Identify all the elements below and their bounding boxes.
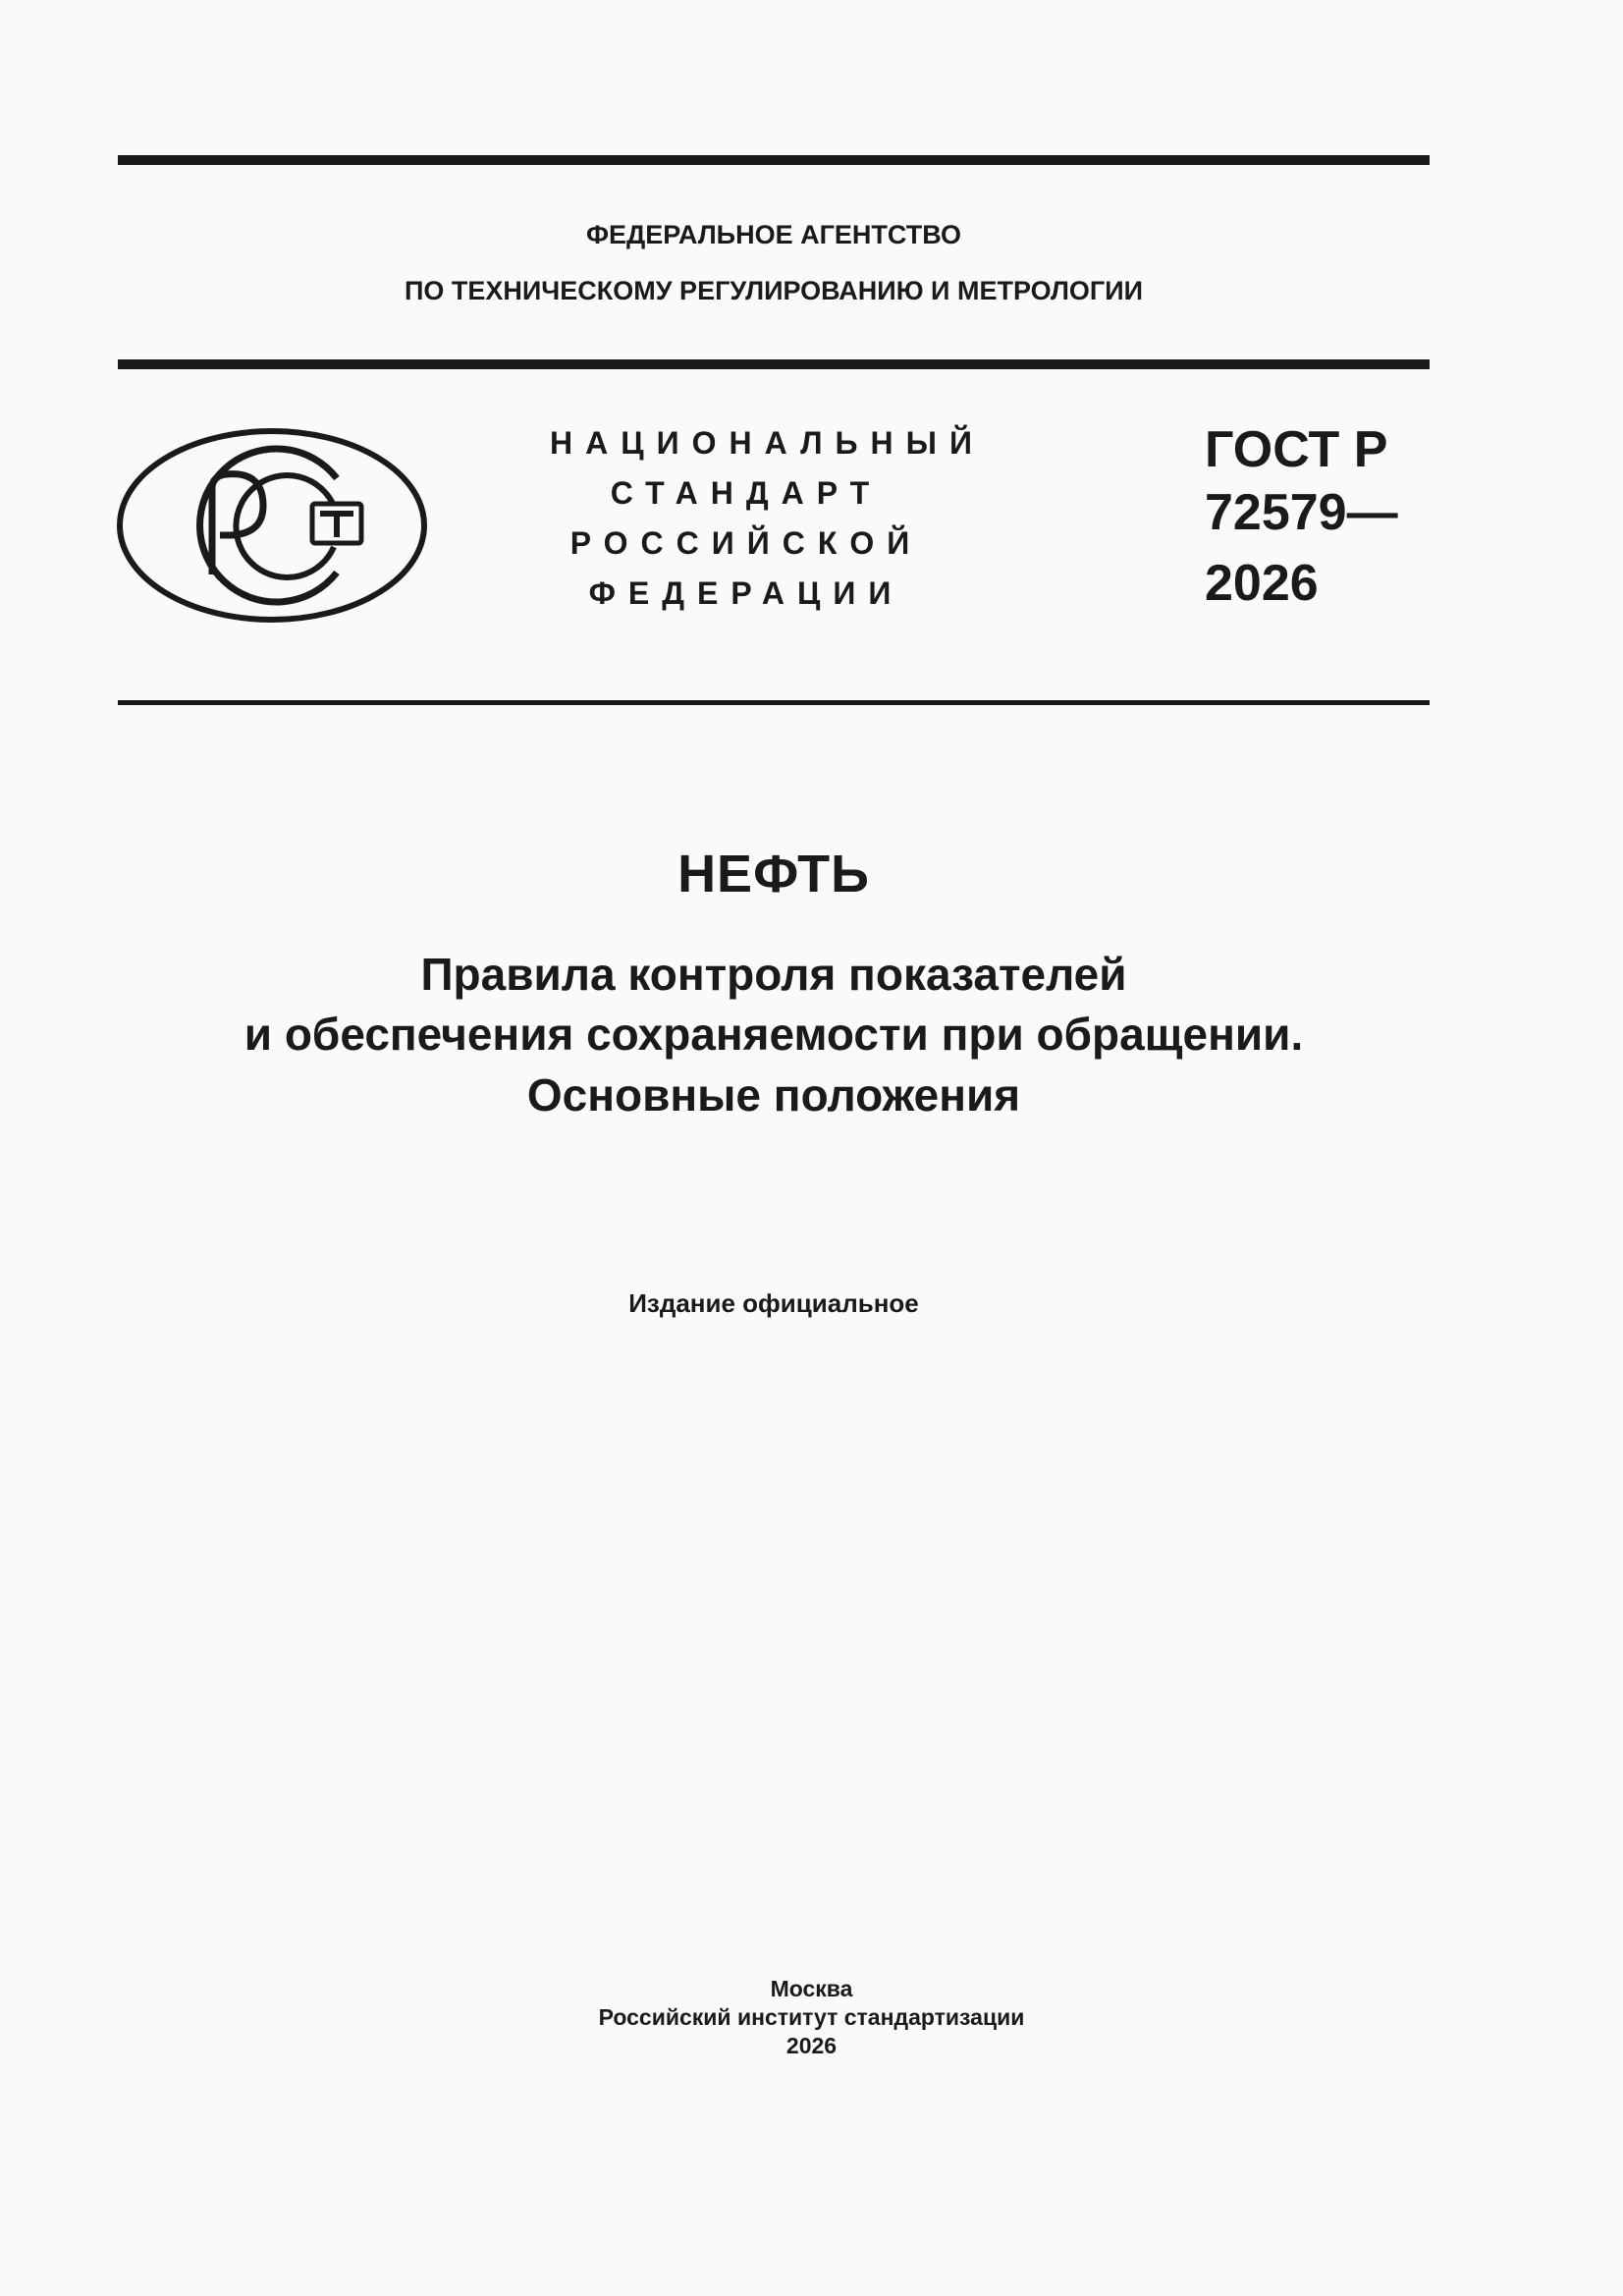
agency-name-line-1: ФЕДЕРАЛЬНОЕ АГЕНТСТВО <box>585 220 962 249</box>
document-subtitle-line-2: и обеспечения сохраняемости при обращении. <box>243 1009 1304 1060</box>
publisher-organization: Российский институт стандартизации <box>598 2004 1025 2030</box>
bottom-rule <box>118 700 1430 705</box>
national-standard-line-2: СТАНДАРТ <box>610 475 883 511</box>
edition-label: Издание официальное <box>628 1288 919 1318</box>
document-subtitle-line-3: Основные положения <box>526 1069 1021 1121</box>
standard-designation-line-1: ГОСТ Р <box>1205 421 1388 478</box>
document-subtitle-line-1: Правила контроля показателей <box>420 949 1127 1000</box>
middle-rule <box>118 359 1430 369</box>
standard-designation-line-3: 2026 <box>1205 555 1319 612</box>
standard-designation-line-2: 72579— <box>1205 484 1398 541</box>
top-rule <box>118 155 1430 165</box>
national-standard-line-3: РОССИЙСКОЙ <box>569 525 923 561</box>
agency-name-line-2: ПО ТЕХНИЧЕСКОМУ РЕГУЛИРОВАНИЮ И МЕТРОЛОГИИ <box>404 276 1144 305</box>
rst-logo-icon <box>116 427 428 624</box>
national-standard-line-1: НАЦИОНАЛЬНЫЙ <box>550 425 985 461</box>
publication-year: 2026 <box>785 2033 838 2058</box>
document-title: НЕФТЬ <box>677 845 870 903</box>
publisher-city: Москва <box>770 1976 853 2001</box>
national-standard-line-4: ФЕДЕРАЦИИ <box>588 575 904 611</box>
